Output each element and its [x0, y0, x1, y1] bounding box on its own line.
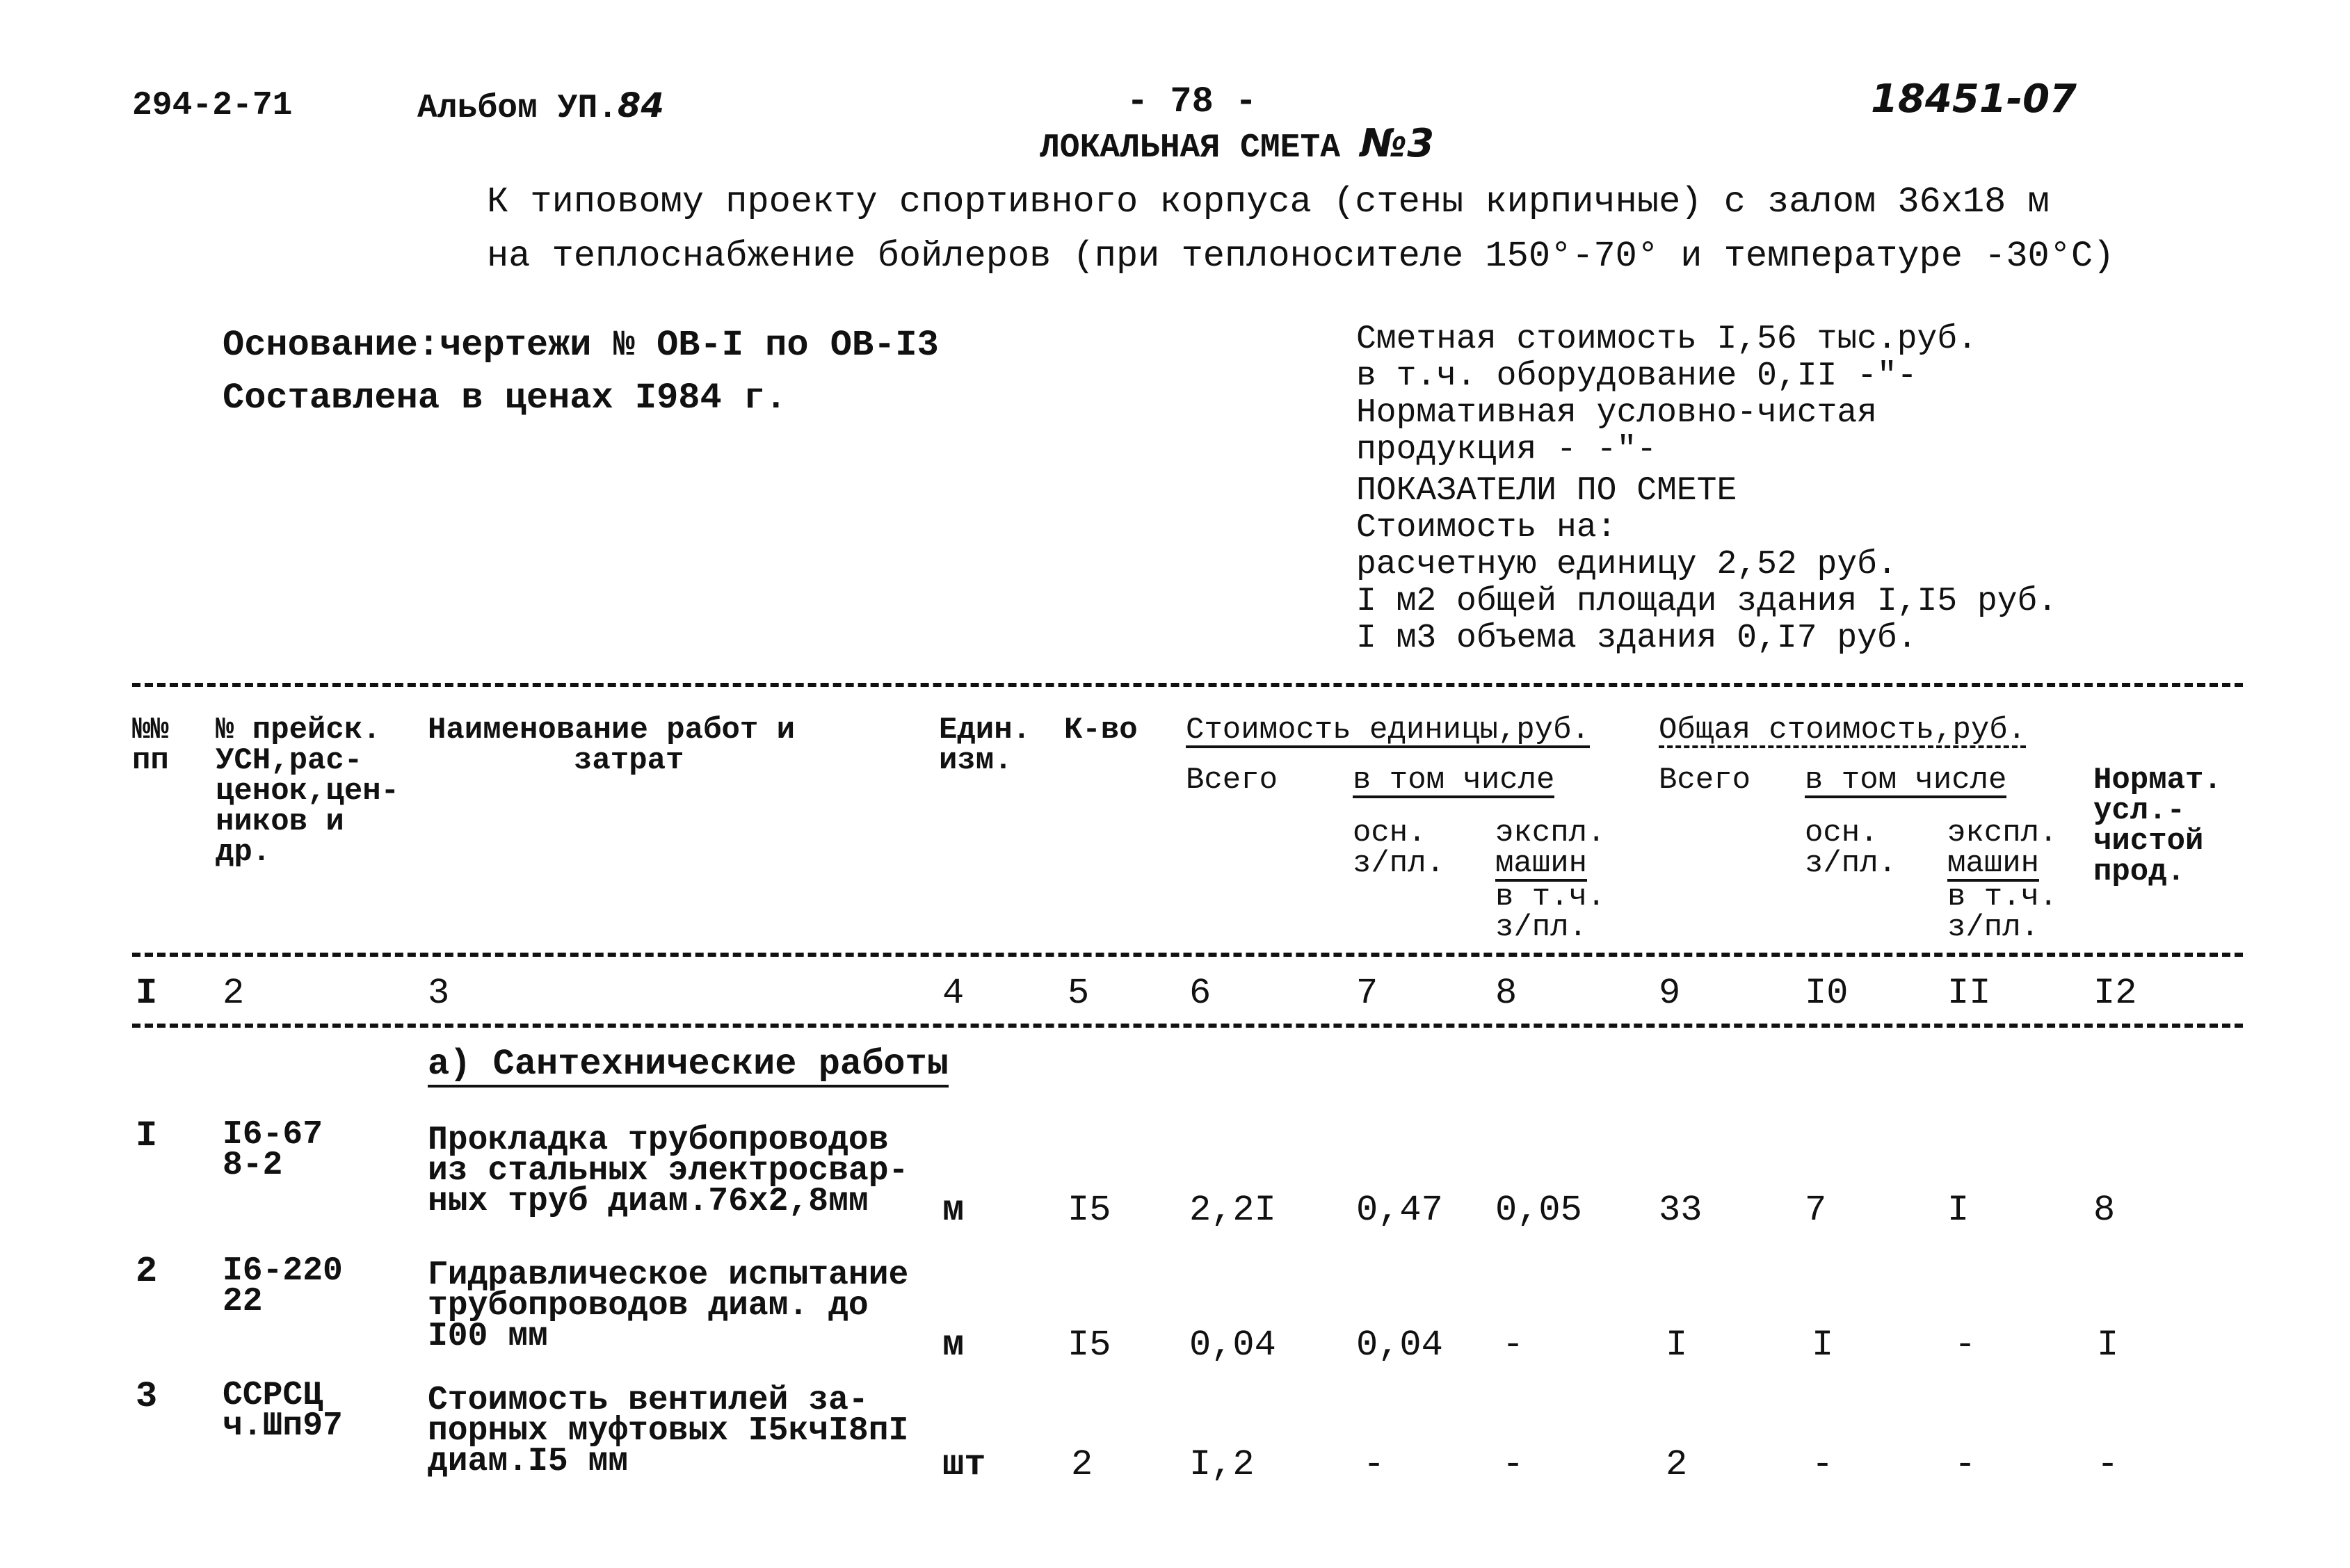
row-total: 2 [1666, 1444, 1688, 1485]
row-unit-total: I,2 [1189, 1444, 1255, 1485]
row-total: I [1666, 1325, 1688, 1366]
header-col-8: экспл. машин в т.ч. з/пл. [1495, 816, 1606, 945]
row-unit-total: 2,2I [1189, 1190, 1276, 1231]
row-number: 2 [136, 1251, 158, 1292]
header-bottom-rule [132, 953, 2243, 957]
indicators-title: ПОКАЗАТЕЛИ ПО СМЕТЕ [1356, 472, 1737, 510]
estimated-cost: Сметная стоимость I,56 тыс.руб. [1356, 321, 1977, 358]
section-title: а) Сантехнические работы [428, 1044, 949, 1088]
row-unit-machines: 0,05 [1495, 1190, 1582, 1231]
row-code: ССРСЦ ч.Шп97 [223, 1377, 343, 1445]
table-top-rule [132, 683, 2243, 687]
header-col-3: Наименование работ и затрат [428, 713, 796, 778]
row-normative: I [2097, 1325, 2119, 1366]
cost-per-unit: расчетную единицу 2,52 руб. [1356, 546, 1897, 583]
col-num-3: 3 [428, 973, 450, 1014]
row-number: 3 [136, 1376, 158, 1417]
subtitle-line-1: К типовому проекту спортивного корпуса (стены кирпичные) с залом 36х18 м [487, 181, 2050, 223]
header-col-6: Всего [1186, 763, 1278, 798]
basis-prices: Составлена в ценах I984 г. [223, 378, 787, 419]
col-num-5: 5 [1068, 973, 1090, 1014]
row-normative: 8 [2093, 1190, 2116, 1231]
row-total: 33 [1659, 1190, 1703, 1231]
unit-cost-group-label: Стоимость единицы,руб. [1186, 713, 1590, 747]
row-quantity: I5 [1068, 1190, 1111, 1231]
col-num-9: 9 [1659, 973, 1681, 1014]
row-total-machines: I [1947, 1190, 1970, 1231]
row-number: I [136, 1115, 158, 1156]
row-unit-wage: - [1363, 1444, 1385, 1485]
row-code: I6-67 8-2 [223, 1116, 323, 1184]
row-name: Гидравлическое испытание трубопроводов диам. до I00 мм [428, 1256, 909, 1355]
row-total-machines: - [1954, 1325, 1977, 1366]
col-num-2: 2 [223, 973, 245, 1014]
cost-per-m3: I м3 объема здания 0,I7 руб. [1356, 620, 1917, 657]
cost-summary [1356, 321, 2057, 657]
equipment-cost: в т.ч. оборудование 0,II -"- [1356, 357, 1917, 395]
header-col-11: экспл. машин в т.ч. з/пл. [1947, 816, 2058, 945]
header-col-1: №№ пп [132, 713, 169, 778]
header-col-9: Всего [1659, 763, 1751, 798]
row-code: I6-220 22 [223, 1252, 343, 1320]
row-name: Стоимость вентилей за- порных муфтовых I5кчI8пI диам.I5 мм [428, 1382, 909, 1480]
row-unit-machines: - [1502, 1325, 1524, 1366]
col-num-8: 8 [1495, 973, 1518, 1014]
row-quantity: I5 [1068, 1325, 1111, 1366]
col-num-1: I [136, 973, 158, 1014]
col-num-4: 4 [942, 973, 965, 1014]
header-col-7: осн. з/пл. [1353, 816, 1445, 881]
title-text: ЛОКАЛЬНАЯ СМЕТА [1040, 129, 1341, 167]
document-title [1040, 121, 1435, 167]
normative-line-2: продукция - -"- [1356, 431, 1657, 469]
row-unit-total: 0,04 [1189, 1325, 1276, 1366]
row-unit: м [942, 1325, 965, 1366]
album-text: Альбом УП. [417, 90, 618, 127]
album-number: 84 [618, 86, 664, 125]
row-total-wage: - [1812, 1444, 1834, 1485]
row-total-wage: 7 [1805, 1190, 1827, 1231]
row-unit: м [942, 1190, 965, 1231]
page-number: - 78 - [1127, 81, 1257, 122]
col-num-7: 7 [1356, 973, 1378, 1014]
header-col-10: осн. з/пл. [1805, 816, 1897, 881]
col-num-10: I0 [1805, 973, 1849, 1014]
subtitle-line-2: на теплоснабжение бойлеров (при теплоносителе 150°-70° и температуре -30°С) [487, 236, 2115, 277]
row-unit-wage: 0,04 [1356, 1325, 1443, 1366]
cost-per-label: Стоимость на: [1356, 509, 1617, 547]
normative-line-1: Нормативная условно-чистая [1356, 394, 1877, 432]
total-cost-incl-label: в том числе [1805, 763, 2007, 798]
total-cost-group-label: Общая стоимость,руб. [1659, 713, 2027, 747]
row-unit-machines: - [1502, 1444, 1524, 1485]
header-col-2: № прейск. УСН,рас- ценок,цен- ников и др. [216, 713, 400, 870]
unit-cost-incl-label: в том числе [1353, 763, 1555, 798]
header-col-4: Един. изм. [939, 713, 1031, 778]
row-total-wage: I [1812, 1325, 1834, 1366]
row-unit-wage: 0,47 [1356, 1190, 1443, 1231]
document-code: 294-2-71 [132, 87, 293, 124]
document-number: 18451-07 [1871, 76, 2077, 122]
header-col-5: К-во [1064, 713, 1138, 747]
row-normative: - [2097, 1444, 2119, 1485]
header-col-12: Нормат. усл.- чистой прод. [2093, 763, 2222, 889]
row-unit: шт [942, 1444, 986, 1485]
col-num-12: I2 [2093, 973, 2137, 1014]
col-num-6: 6 [1189, 973, 1212, 1014]
col-num-11: II [1947, 973, 1991, 1014]
basis-drawings: Основание:чертежи № ОВ-I по ОВ-I3 [223, 325, 939, 366]
row-name: Прокладка трубопроводов из стальных электросвар- ных труб диам.76х2,8мм [428, 1122, 909, 1220]
column-numbers-rule [132, 1024, 2243, 1028]
row-total-machines: - [1954, 1444, 1977, 1485]
title-number: №3 [1360, 121, 1435, 166]
album-label [417, 87, 664, 127]
cost-per-m2: I м2 общей площади здания I,I5 руб. [1356, 583, 2058, 620]
row-quantity: 2 [1071, 1444, 1093, 1485]
